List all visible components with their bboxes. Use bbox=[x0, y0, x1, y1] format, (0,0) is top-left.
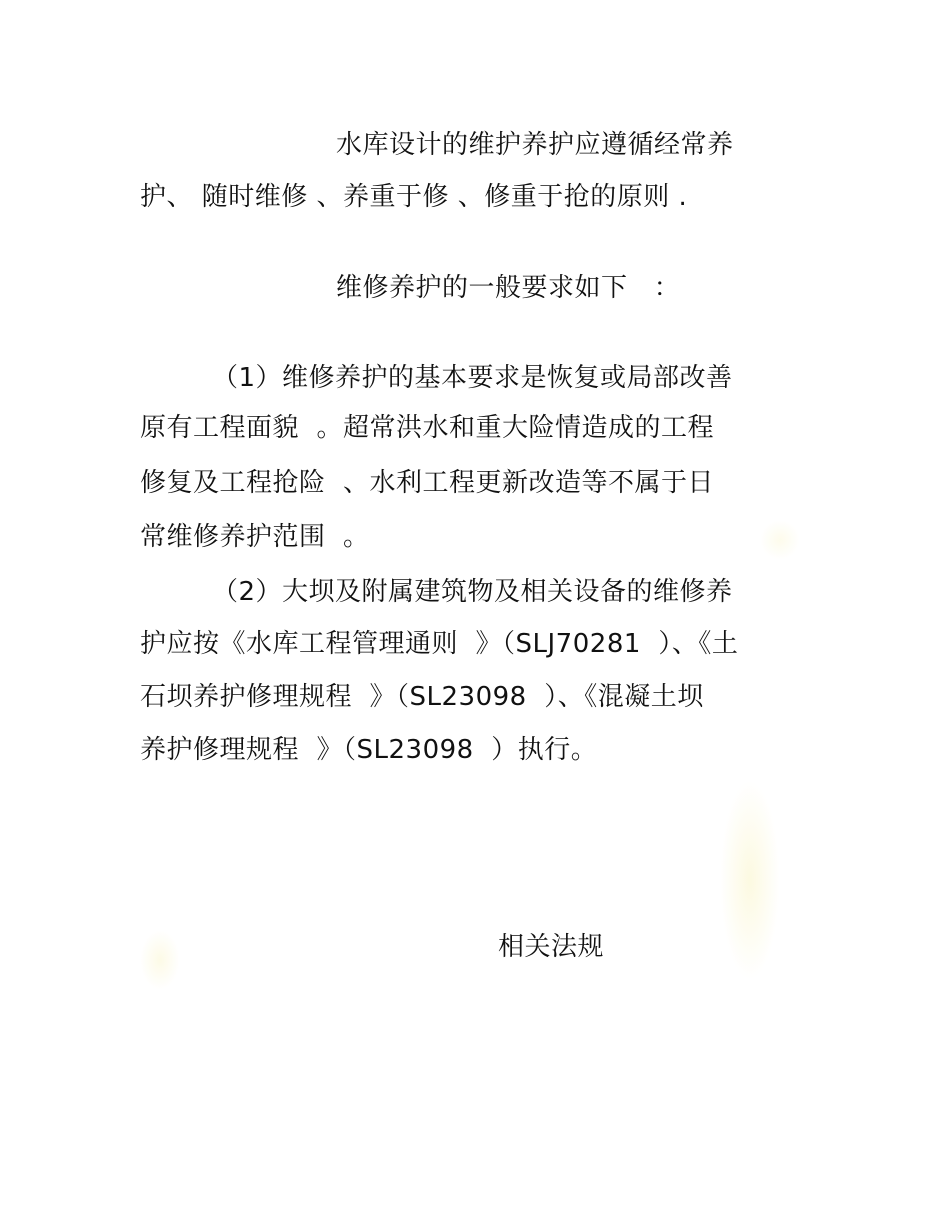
requirement-1-line-3: 修复及工程抢险 、水利工程更新改造等不属于日 bbox=[140, 468, 715, 498]
requirement-2-line-3: 石坝养护修理规程 》（SL23098 ）、《混凝土坝 bbox=[140, 682, 704, 712]
paragraph-1-line-2: 护、 随时维修 、养重于修 、修重于抢的原则 . bbox=[140, 182, 688, 212]
requirement-2-line-4: 养护修理规程 》（SL23098 ）执行。 bbox=[140, 735, 598, 765]
requirement-1-line-1: （1）维修养护的基本要求是恢复或局部改善 bbox=[212, 363, 733, 393]
faint-watermark-mark bbox=[720, 780, 780, 980]
related-regulations-heading: 相关法规 bbox=[498, 932, 605, 962]
requirement-2-line-2: 护应按《水库工程管理通则 》（SLJ70281 ）、《土 bbox=[140, 629, 739, 659]
requirement-1-line-4: 常维修养护范围 。 bbox=[140, 522, 370, 552]
faint-watermark-mark bbox=[760, 520, 800, 560]
requirement-2-line-1: （2）大坝及附属建筑物及相关设备的维修养 bbox=[212, 577, 733, 607]
section-intro-heading: 维修养护的一般要求如下 ： bbox=[336, 273, 681, 303]
faint-watermark-mark bbox=[140, 930, 180, 990]
paragraph-1-line-1: 水库设计的维护养护应遵循经常养 bbox=[336, 130, 734, 160]
requirement-1-line-2: 原有工程面貌 。超常洪水和重大险情造成的工程 bbox=[140, 413, 715, 443]
